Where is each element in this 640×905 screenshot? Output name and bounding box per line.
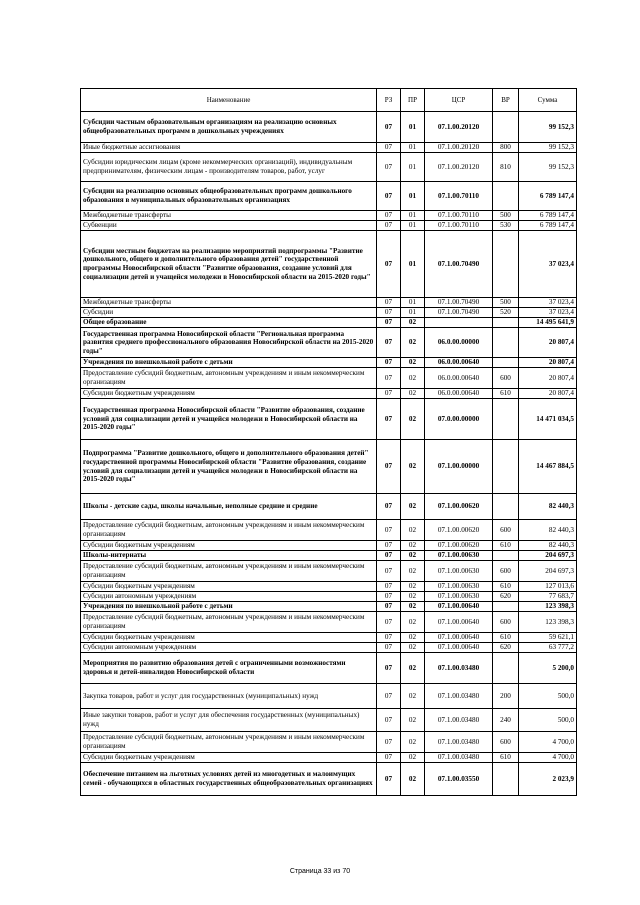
cell-rz: 07 [377,298,401,308]
cell-rz: 07 [377,211,401,221]
cell-pr: 02 [401,684,425,709]
cell-csr: 07.1.00.00630 [425,592,493,602]
cell-pr: 02 [401,541,425,551]
cell-pr: 02 [401,763,425,796]
cell-name: Предоставление субсидий бюджетным, автономным учреждениям и иным некоммерческим организациям [81,561,377,582]
cell-rz: 07 [377,541,401,551]
cell-sum: 37 023,4 [519,231,577,298]
cell-csr: 07.1.00.03550 [425,763,493,796]
cell-pr: 02 [401,732,425,753]
cell-pr: 02 [401,582,425,592]
col-sum-header: Сумма [519,89,577,112]
cell-rz: 07 [377,602,401,612]
cell-vr: 610 [493,541,519,551]
cell-csr: 07.1.00.00000 [425,440,493,494]
cell-pr: 02 [401,612,425,633]
cell-vr: 500 [493,211,519,221]
cell-vr [493,551,519,561]
cell-pr: 02 [401,318,425,328]
cell-sum: 204 697,3 [519,551,577,561]
cell-name: Школы - детские сады, школы начальные, неполные средние и средние [81,494,377,520]
cell-rz: 07 [377,763,401,796]
cell-csr: 07.1.00.00640 [425,612,493,633]
cell-name: Межбюджетные трансферты [81,211,377,221]
cell-name: Иные бюджетные ассигнования [81,143,377,153]
table-row [81,551,577,561]
cell-csr [425,318,493,328]
table-row [81,153,577,182]
cell-name: Мероприятия по развитию образования детей с ограниченными возможностями здоровья и детей-инвалидов Новосибирской области [81,653,377,684]
cell-sum: 20 807,4 [519,368,577,389]
table-row [81,399,577,440]
cell-name: Государственная программа Новосибирской области "Региональная программа развития среднего профессионального образования Новосибирской области на 2015-2020 годы" [81,328,377,358]
cell-sum: 6 789 147,4 [519,211,577,221]
table-row [81,308,577,318]
cell-pr: 01 [401,182,425,211]
table-row [81,211,577,221]
cell-name: Учреждения по внешкольной работе с детьми [81,358,377,368]
cell-pr: 01 [401,143,425,153]
cell-vr [493,440,519,494]
cell-csr: 07.1.00.00620 [425,541,493,551]
table-row [81,143,577,153]
cell-rz: 07 [377,399,401,440]
col-name-header: Наименование [81,89,377,112]
cell-rz: 07 [377,684,401,709]
cell-pr: 02 [401,328,425,358]
cell-csr: 07.1.00.00640 [425,643,493,653]
cell-pr: 02 [401,494,425,520]
table-row [81,643,577,653]
cell-pr: 01 [401,231,425,298]
cell-sum: 4 700,0 [519,753,577,763]
cell-pr: 02 [401,592,425,602]
cell-sum: 2 023,9 [519,763,577,796]
cell-sum: 6 789 147,4 [519,221,577,231]
cell-vr: 600 [493,520,519,541]
cell-vr [493,318,519,328]
cell-csr: 07.1.00.03480 [425,684,493,709]
cell-rz: 07 [377,551,401,561]
cell-name: Закупка товаров, работ и услуг для государственных (муниципальных) нужд [81,684,377,709]
cell-rz: 07 [377,494,401,520]
cell-csr: 07.1.00.00630 [425,561,493,582]
table-row [81,541,577,551]
cell-csr: 07.1.00.03480 [425,709,493,732]
cell-pr: 02 [401,551,425,561]
cell-pr: 02 [401,561,425,582]
cell-vr [493,358,519,368]
cell-sum: 37 023,4 [519,308,577,318]
table-row [81,732,577,753]
cell-sum: 82 440,3 [519,520,577,541]
cell-name: Субсидии местным бюджетам на реализацию мероприятий подпрограммы "Развитие дошкольного, общего и дополнительного образования детей" государственной программы Новосибирской области "Развитие образования, создание условий для социализации детей и учащейся молодежи в Новосибирской области на 2015-2020 годы" [81,231,377,298]
cell-vr: 620 [493,592,519,602]
cell-sum: 500,0 [519,709,577,732]
cell-name: Субсидии автономным учреждениям [81,643,377,653]
cell-csr: 07.1.00.00620 [425,520,493,541]
cell-rz: 07 [377,231,401,298]
cell-rz: 07 [377,561,401,582]
cell-pr: 01 [401,112,425,143]
cell-vr: 610 [493,753,519,763]
cell-rz: 07 [377,318,401,328]
cell-pr: 02 [401,602,425,612]
cell-name: Субсидии юридическим лицам (кроме некоммерческих организаций), индивидуальным предпринимателям, физическим лицам - производителям товаров, работ, услуг [81,153,377,182]
cell-csr: 06.0.00.00640 [425,358,493,368]
cell-sum: 82 440,3 [519,494,577,520]
cell-name: Субсидии бюджетным учреждениям [81,753,377,763]
cell-pr: 01 [401,153,425,182]
cell-rz: 07 [377,709,401,732]
cell-vr: 620 [493,643,519,653]
cell-sum: 99 152,3 [519,112,577,143]
table-row [81,182,577,211]
table-row [81,582,577,592]
cell-sum: 204 697,3 [519,561,577,582]
cell-sum: 500,0 [519,684,577,709]
cell-name: Субсидии бюджетным учреждениям [81,582,377,592]
table-header [81,89,577,112]
cell-name: Субсидии бюджетным учреждениям [81,541,377,551]
cell-sum: 14 495 641,9 [519,318,577,328]
cell-name: Субсидии частным образовательным организациям на реализацию основных общеобразовательных программ в дошкольных учреждениях [81,112,377,143]
cell-vr [493,494,519,520]
cell-sum: 37 023,4 [519,298,577,308]
cell-pr: 02 [401,358,425,368]
cell-rz: 07 [377,143,401,153]
cell-rz: 07 [377,592,401,602]
cell-name: Подпрограмма "Развитие дошкольного, общего и дополнительного образования детей" государственной программы Новосибирской области "Развитие образования, создание условий для социализации детей и учащейся молодежи в Новосибирской области на 2015-2020 годы" [81,440,377,494]
cell-name: Межбюджетные трансферты [81,298,377,308]
cell-sum: 20 807,4 [519,328,577,358]
cell-sum: 20 807,4 [519,358,577,368]
cell-name: Предоставление субсидий бюджетным, автономным учреждениям и иным некоммерческим организациям [81,612,377,633]
table-row [81,328,577,358]
cell-csr: 07.1.00.20120 [425,112,493,143]
cell-vr: 600 [493,732,519,753]
cell-pr: 02 [401,399,425,440]
cell-pr: 01 [401,221,425,231]
cell-name: Общее образование [81,318,377,328]
cell-rz: 07 [377,732,401,753]
cell-csr: 07.1.00.00630 [425,582,493,592]
cell-sum: 99 152,3 [519,143,577,153]
cell-pr: 02 [401,389,425,399]
cell-sum: 14 467 884,5 [519,440,577,494]
cell-csr: 07.1.00.00640 [425,602,493,612]
cell-rz: 07 [377,328,401,358]
table-row [81,389,577,399]
cell-vr: 600 [493,561,519,582]
cell-pr: 02 [401,368,425,389]
table-row [81,358,577,368]
cell-name: Обеспечение питанием на льготных условиях детей из многодетных и малоимущих семей - обучающихся в областных государственных общеобразовательных организациях [81,763,377,796]
cell-vr [493,112,519,143]
cell-pr: 02 [401,653,425,684]
table-row [81,633,577,643]
cell-csr: 06.0.00.00640 [425,368,493,389]
cell-name: Государственная программа Новосибирской области "Развитие образования, создание условий для социализации детей и учащейся молодежи в Новосибирской области на 2015-2020 годы" [81,399,377,440]
cell-csr: 06.0.00.00640 [425,389,493,399]
cell-csr: 07.1.00.20120 [425,143,493,153]
cell-vr [493,399,519,440]
table-row [81,112,577,143]
cell-csr: 07.1.00.03480 [425,653,493,684]
cell-csr: 07.1.00.70110 [425,221,493,231]
cell-vr [493,182,519,211]
cell-sum: 123 398,3 [519,602,577,612]
cell-rz: 07 [377,653,401,684]
table-row [81,612,577,633]
table-row [81,561,577,582]
cell-pr: 01 [401,298,425,308]
cell-sum: 6 789 147,4 [519,182,577,211]
cell-csr: 07.1.00.00620 [425,494,493,520]
cell-vr: 500 [493,298,519,308]
cell-sum: 123 398,3 [519,612,577,633]
cell-vr: 610 [493,633,519,643]
page-number: Страница 33 из 70 [289,868,351,875]
cell-rz: 07 [377,633,401,643]
cell-rz: 07 [377,308,401,318]
table-row [81,763,577,796]
table-row [81,318,577,328]
cell-name: Субсидии бюджетным учреждениям [81,633,377,643]
table-row [81,592,577,602]
cell-pr: 02 [401,440,425,494]
cell-sum: 14 471 034,5 [519,399,577,440]
cell-sum: 59 621,1 [519,633,577,643]
cell-pr: 02 [401,633,425,643]
col-csr-header: ЦСР [425,89,493,112]
cell-rz: 07 [377,358,401,368]
cell-csr: 07.1.00.70490 [425,231,493,298]
cell-name: Субсидии на реализацию основных общеобразовательных программ дошкольного образования в муниципальных образовательных организациях [81,182,377,211]
cell-name: Учреждения по внешкольной работе с детьми [81,602,377,612]
cell-csr: 07.1.00.00630 [425,551,493,561]
table-row [81,753,577,763]
cell-vr [493,653,519,684]
cell-csr: 07.1.00.70490 [425,298,493,308]
cell-rz: 07 [377,368,401,389]
cell-name: Предоставление субсидий бюджетным, автономным учреждениям и иным некоммерческим организациям [81,732,377,753]
cell-pr: 01 [401,308,425,318]
table-row [81,709,577,732]
table-row [81,520,577,541]
cell-rz: 07 [377,153,401,182]
cell-name: Школы-интернаты [81,551,377,561]
cell-vr: 610 [493,582,519,592]
cell-csr: 07.1.00.70110 [425,182,493,211]
table-row [81,368,577,389]
table-row [81,602,577,612]
cell-sum: 127 013,6 [519,582,577,592]
col-rz-header: РЗ [377,89,401,112]
budget-table [80,88,577,796]
cell-name: Субсидии бюджетным учреждениям [81,389,377,399]
cell-vr [493,763,519,796]
cell-rz: 07 [377,112,401,143]
cell-rz: 07 [377,612,401,633]
col-vr-header: ВР [493,89,519,112]
table-row [81,684,577,709]
cell-vr: 610 [493,389,519,399]
cell-pr: 02 [401,753,425,763]
cell-name: Предоставление субсидий бюджетным, автономным учреждениям и иным некоммерческим организациям [81,368,377,389]
cell-rz: 07 [377,582,401,592]
cell-sum: 82 440,3 [519,541,577,551]
cell-rz: 07 [377,389,401,399]
cell-vr: 530 [493,221,519,231]
cell-sum: 63 777,2 [519,643,577,653]
cell-csr: 07.1.00.03480 [425,732,493,753]
cell-pr: 02 [401,643,425,653]
cell-name: Субсидии автономным учреждениям [81,592,377,602]
cell-csr: 07.1.00.20120 [425,153,493,182]
cell-name: Иные закупки товаров, работ и услуг для обеспечения государственных (муниципальных) нужд [81,709,377,732]
cell-vr [493,328,519,358]
cell-pr: 01 [401,211,425,221]
cell-vr: 810 [493,153,519,182]
cell-rz: 07 [377,221,401,231]
cell-rz: 07 [377,753,401,763]
col-pr-header: ПР [401,89,425,112]
cell-csr: 07.1.00.70490 [425,308,493,318]
cell-csr: 06.0.00.00000 [425,328,493,358]
table-row [81,298,577,308]
cell-name: Субсидии [81,308,377,318]
table-row [81,653,577,684]
cell-vr: 600 [493,368,519,389]
cell-vr [493,602,519,612]
cell-name: Субвенции [81,221,377,231]
cell-name: Предоставление субсидий бюджетным, автономным учреждениям и иным некоммерческим организациям [81,520,377,541]
table-row [81,221,577,231]
cell-sum: 20 807,4 [519,389,577,399]
cell-rz: 07 [377,520,401,541]
cell-rz: 07 [377,182,401,211]
cell-pr: 02 [401,709,425,732]
cell-sum: 5 200,0 [519,653,577,684]
cell-csr: 07.0.00.00000 [425,399,493,440]
cell-sum: 99 152,3 [519,153,577,182]
table-row [81,231,577,298]
cell-vr: 600 [493,612,519,633]
cell-csr: 07.1.00.03480 [425,753,493,763]
cell-vr: 200 [493,684,519,709]
cell-sum: 77 683,7 [519,592,577,602]
table-body [81,112,577,796]
cell-vr [493,231,519,298]
cell-csr: 07.1.00.70110 [425,211,493,221]
cell-rz: 07 [377,643,401,653]
table-row [81,494,577,520]
cell-rz: 07 [377,440,401,494]
cell-sum: 4 700,0 [519,732,577,753]
table-row [81,440,577,494]
cell-vr: 800 [493,143,519,153]
cell-vr: 520 [493,308,519,318]
cell-pr: 02 [401,520,425,541]
cell-vr: 240 [493,709,519,732]
cell-csr: 07.1.00.00640 [425,633,493,643]
